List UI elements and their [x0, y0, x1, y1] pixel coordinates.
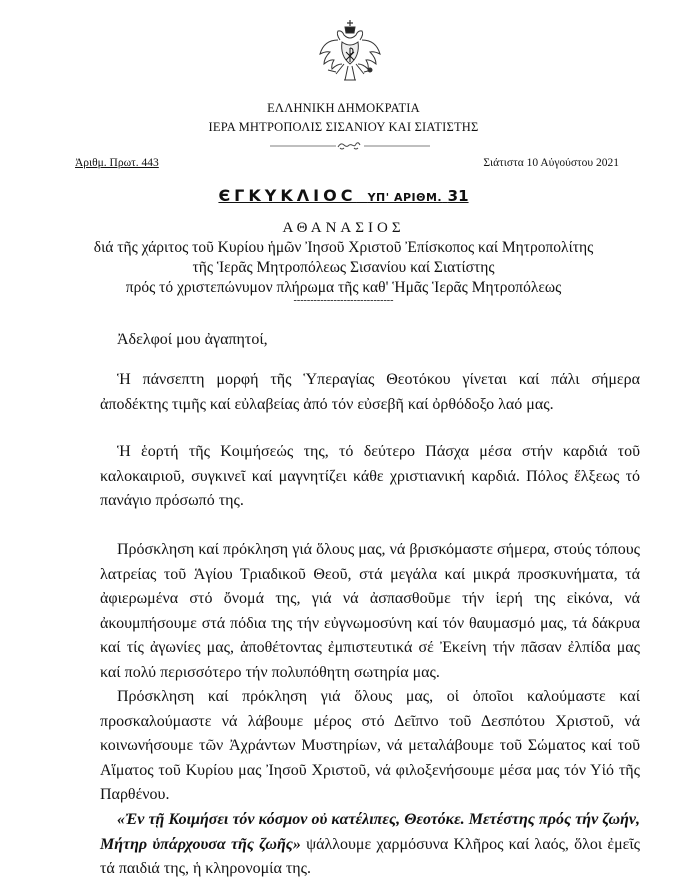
metropolis-line: ΙΕΡΑ ΜΗΤΡΟΠΟΛΙΣ ΣΙΣΑΝΙΟΥ ΚΑΙ ΣΙΑΤΙΣΤΗΣ — [208, 120, 479, 134]
paragraph-4: Πρόσκληση καί πρόκληση γιά ὅλους μας, οἱ ὁποῖοι καλούμαστε καί προσκαλούμαστε νά λάβουμε μέρος στό Δεῖπνο τοῦ Δεσπότου Χριστοῦ, νά κοινωνήσουμε τῶν Ἀχράντων Μυστηρίων, νά μεταλάβουμε τοῦ Σώματος καί τοῦ Αἵματος τοῦ Κυρίου μας Ἰησοῦ Χριστοῦ, νά φιλοξενήσουμε μέσα μας τόν Υἱό τῆς Παρθένου. — [100, 688, 640, 803]
intro-line-2: τῆς Ἱερᾶς Μητροπόλεως Σισανίου καί Σιατίστης — [192, 259, 495, 276]
protocol-number: Ἀριθμ. Πρωτ. 443 — [75, 157, 159, 169]
paragraph-5-text: ψάλλουμε χαρμόσυνα Κλῆρος καί λαός, ὅλοι ἐμεῖς τά παιδιά της, ἡ κληρονομία της. — [100, 835, 640, 877]
hymn-quote: «Ἐν τῇ Κοιμήσει τόν κόσμον οὐ κατέλιπες, Θεοτόκε. Μετέστης πρός τήν ζωήν, Μήτηρ ὑπάρχουσα τῆς ζωῆς» — [100, 811, 640, 853]
paragraph-3: Πρόσκληση καί πρόκληση γιά ὅλους μας, νά βρισκόμαστε σήμερα, στούς τόπους λατρείας τοῦ Ἁγίου Τριαδικοῦ Θεοῦ, στά μεγάλα καί μικρά προσκυνήματα, τά ἀφιερωμένα στό ὄνομά της, γιά νά ἀσπασθοῦμε τήν ἱερή της εἰκόνα, νά ἀκουμπήσουμε στά πόδια της τήν εὐγνωμοσύνη καί τόν θαυμασμό μας, τά δάκρυα καί τίς ἀγωνίες μας, ἀποθέτοντας ἐμπιστευτικά σέ Ἐκείνη τήν πᾶσαν ἐλπίδα μας καί πολύ περισσότερο τήν πολυπόθητη σωτηρία μας. — [100, 541, 640, 681]
state-line: ΕΛΛΗΝΙΚΗ ΔΗΜΟΚΡΑΤΙΑ — [267, 101, 420, 115]
paragraph-1: Ἡ πάνσεπτη μορφή τῆς Ὑπεραγίας Θεοτόκου γίνεται καί πάλι σήμερα ἀποδέκτης τιμῆς καί εὐλαβείας ἀπό τόν εὐσεβῆ καί ὀρθόδοξο λαό μας. — [100, 371, 640, 413]
paragraph-5 — [100, 808, 640, 882]
intro-line-3: πρός τό χριστεπώνυμον πλήρωμα τῆς καθ' Ἡμᾶς Ἱερᾶς Μητροπόλεως — [125, 279, 562, 296]
double-headed-eagle-icon — [318, 18, 382, 88]
intro-line-1: διά τῆς χάριτος τοῦ Κυρίου ἡμῶν Ἰησοῦ Χριστοῦ Ἐπίσκοπος καί Μητροπολίτης — [93, 239, 594, 256]
salutation: Ἀδελφοί μου ἀγαπητοί, — [117, 331, 268, 348]
bishop-name: ΑΘΑΝΑΣΙΟΣ — [282, 220, 405, 236]
encyclical-sub: ΥΠ' ΑΡΙΘΜ. — [367, 191, 443, 204]
document-date: Σιάτιστα 10 Αὐγούστου 2021 — [483, 157, 619, 169]
encyclical-word: ЄΓΚΥΚΛΙΟϹ — [218, 186, 357, 205]
separator: ------------------------------ — [293, 295, 394, 306]
encyclical-number: 31 — [447, 187, 469, 205]
paragraph-2: Ἡ ἑορτή τῆς Κοιμήσεώς της, τό δεύτερο Πάσχα μέσα στήν καρδιά τοῦ καλοκαιριοῦ, συγκινεῖ καί μαγνητίζει κάθε χριστιανική καρδιά. Πόλος ἕλξεως τό πανάγιο πρόσωπό της. — [100, 443, 640, 509]
encyclical-title — [0, 186, 687, 205]
scroll-ornament-icon — [270, 140, 430, 152]
